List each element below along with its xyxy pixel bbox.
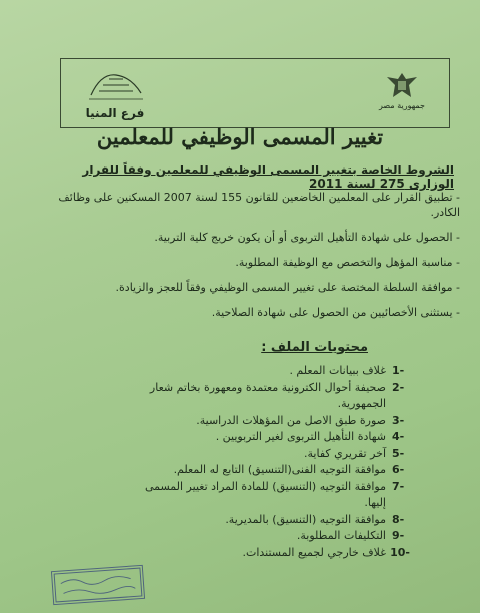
item-number: -10	[390, 545, 410, 559]
item-number: -4	[392, 430, 405, 443]
item-number: -5	[392, 446, 405, 460]
item-text: غلاف ببيانات المعلم .	[289, 364, 386, 377]
condition-item: - مناسبة المؤهل والتخصص مع الوظيفة المطلوبة.	[235, 256, 460, 269]
list-item	[140, 528, 410, 545]
eagle-emblem-icon	[383, 69, 421, 101]
item-number: -8	[392, 512, 405, 526]
page-title: تغيير المسمى الوظيفي للمعلمين	[96, 124, 384, 149]
item-number: -9	[392, 529, 405, 542]
republic-label: جمهورية مصر	[379, 101, 425, 110]
letterhead-box	[60, 58, 450, 128]
item-number: -7	[392, 479, 405, 493]
agency-logo-icon	[81, 67, 151, 103]
item-number: -1	[392, 364, 405, 377]
item-text: غلاف خارجي لجميع المستندات.	[242, 545, 386, 559]
list-item	[140, 413, 410, 430]
branch-name: فرع المنيا	[85, 106, 145, 120]
conditions-heading: الشروط الخاصة بتغيير المسمى الوظيفي للمعلمين وفقاً للقرار الوزارى 275 لسنة 2011	[82, 163, 454, 191]
contents-heading: محتويات الملف :	[261, 340, 368, 355]
list-item	[140, 380, 410, 413]
item-text: موافقة التوجيه الفنى(التنسيق) التابع له المعلم.	[173, 463, 386, 476]
list-item	[140, 545, 410, 562]
condition-item: - يستثنى الأخصائيين من الحصول على شهادة الصلاحية.	[211, 306, 460, 319]
item-text: التكليفات المطلوبة.	[296, 529, 386, 542]
list-item	[140, 479, 410, 512]
list-item	[140, 363, 410, 380]
condition-item: - موافقة السلطة المختصة على تغيير المسمى الوظيفي وفقاً للعجز والزيادة.	[115, 281, 460, 294]
stamp-graphic-icon	[52, 566, 144, 604]
item-number: -3	[392, 413, 405, 427]
stamp-icon	[51, 565, 145, 605]
item-text: صحيفة أحوال الكترونية معتمدة ومعهورة بخاتم شعار الجمهورية.	[149, 380, 386, 410]
condition-item: - الحصول على شهادة التأهيل التربوى أو أن يكون خريج كلية التربية.	[154, 231, 460, 244]
item-text: صورة طبق الاصل من المؤهلات الدراسية.	[196, 413, 386, 427]
file-contents-list	[140, 363, 410, 561]
conditions-list	[40, 190, 460, 330]
list-item	[140, 512, 410, 529]
item-text: شهادة التأهيل التربوى لغير التربويين .	[215, 430, 386, 443]
list-item	[140, 462, 410, 479]
item-text: موافقة التوجيه (التنسيق) للمادة المراد تغيير المسمى إليها.	[144, 479, 386, 509]
condition-item: - تطبيق القرار على المعلمين الخاضعين للقانون 155 لسنة 2007 المسكنين على وظائف الكادر.	[58, 191, 460, 219]
item-text: موافقة التوجيه (التنسيق) بالمديرية.	[225, 512, 386, 526]
list-item	[140, 446, 410, 463]
list-item	[140, 429, 410, 446]
item-number: -2	[392, 380, 405, 394]
item-text: آخر تقريري كفاية.	[304, 446, 386, 460]
item-number: -6	[392, 463, 405, 476]
